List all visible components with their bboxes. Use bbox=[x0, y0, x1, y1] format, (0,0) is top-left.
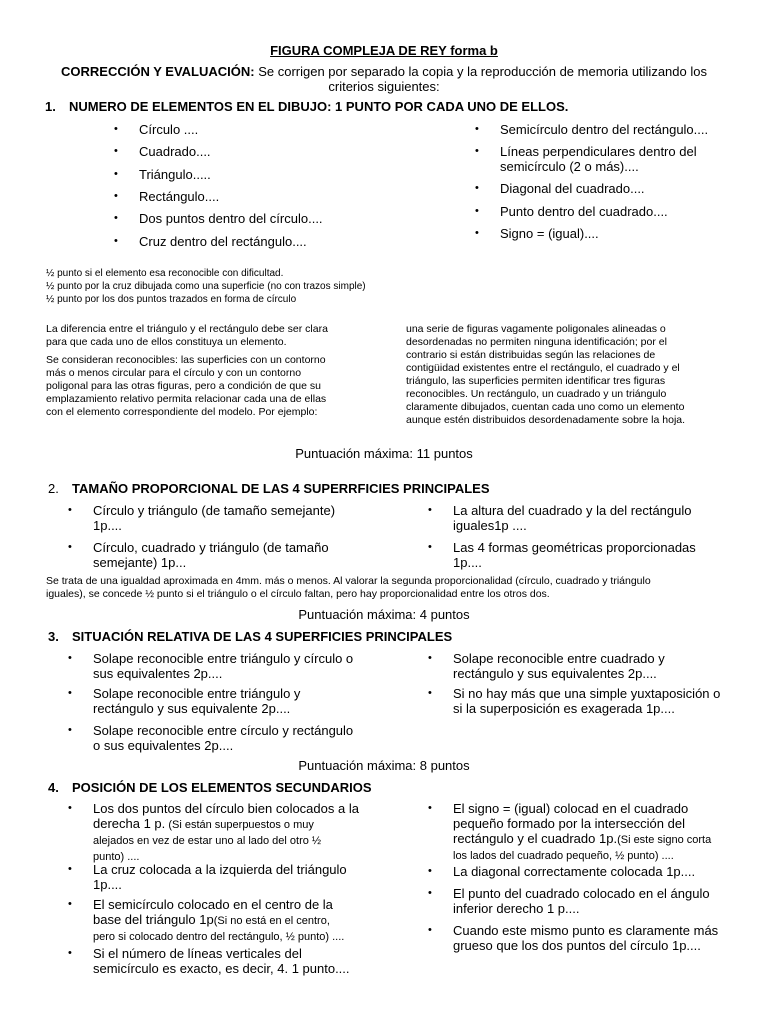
list-item: • Círculo, cuadrado y triángulo (de tamaño semejante) 1p... bbox=[68, 540, 329, 570]
s1-left-paragraphs bbox=[46, 323, 386, 419]
document-title: FIGURA COMPLEJA DE REY forma b bbox=[270, 43, 498, 58]
list-item: • Cruz dentro del rectángulo.... bbox=[114, 234, 307, 249]
list-item-text: La diagonal correctamente colocada 1p.... bbox=[453, 864, 696, 879]
list-item: • Las 4 formas geométricas proporcionadas 1p.... bbox=[428, 540, 696, 570]
section-title: SITUACIÓN RELATIVA DE LAS 4 SUPERFICIES PRINCIPALES bbox=[72, 629, 453, 644]
list-item: • Diagonal del cuadrado.... bbox=[475, 181, 645, 196]
s4-right-list bbox=[428, 801, 743, 961]
list-item: • La diagonal correctamente colocada 1p.... bbox=[428, 864, 696, 879]
list-item-text: Si el número de líneas verticales del bbox=[93, 946, 302, 961]
note-line: iguales), se concede ½ punto si el triángulo o el círculo faltan, pero hay proporcionalidad entre los otros dos. bbox=[46, 588, 550, 600]
note-line: ½ punto por la cruz dibujada como una superficie (no con trazos simple) bbox=[46, 281, 366, 292]
list-item-text: Los dos puntos del círculo bien colocados a la bbox=[93, 801, 359, 816]
paragraph-line: con el elemento correspondiente del modelo. Por ejemplo: bbox=[46, 406, 318, 418]
list-item: • Signo = (igual).... bbox=[475, 226, 599, 241]
paragraph-line: poligonal para las otras figuras, pero a condición de que su bbox=[46, 380, 321, 392]
list-item-text: Cruz dentro del rectángulo.... bbox=[139, 234, 307, 249]
section-title: TAMAÑO PROPORCIONAL DE LAS 4 SUPERRFICIES PRINCIPALES bbox=[72, 481, 490, 496]
intro-text-2: criterios siguientes: bbox=[328, 79, 440, 94]
list-item: • Círculo y triángulo (de tamaño semejante) 1p.... bbox=[68, 503, 336, 533]
list-item: • Los dos puntos del círculo bien colocados a la derecha 1 p. (Si están superpuestos o muy alejados en vez de estar uno al lado del otro ½ punto) .... bbox=[68, 801, 359, 863]
s1-left-list bbox=[114, 122, 439, 252]
list-item-continuation bbox=[500, 159, 639, 174]
list-item: • La cruz colocada a la izquierda del triángulo 1p.... bbox=[68, 862, 347, 892]
section-number: 2. bbox=[48, 481, 59, 496]
paragraph-line: una serie de figuras vagamente poligonales alineadas o bbox=[406, 323, 666, 335]
list-item: • Círculo .... bbox=[114, 122, 199, 137]
list-item-note: los lados del cuadrado pequeño, ½ punto) .... bbox=[453, 850, 674, 862]
list-item-note: (Si están superpuestos o muy bbox=[165, 819, 314, 831]
list-item: • Cuadrado.... bbox=[114, 144, 211, 159]
list-item-text: pequeño formado por la intersección del bbox=[453, 816, 685, 831]
list-item: • El semicírculo colocado en el centro de la base del triángulo 1p(Si no está en el centro, pero si colocado dentro del rectángulo, ½ punto) .... bbox=[68, 897, 345, 943]
list-item: • Solape reconocible entre cuadrado y rectángulo y sus equivalentes 2p.... bbox=[428, 651, 665, 681]
section-2-heading bbox=[48, 481, 490, 496]
list-item: • Cuando este mismo punto es claramente más grueso que los dos puntos del círculo 1p.... bbox=[428, 923, 719, 953]
list-item-text: Círculo .... bbox=[139, 122, 199, 137]
paragraph-line: desordenadas no permiten ninguna identificación; por el bbox=[406, 336, 667, 348]
s1-right-paragraph bbox=[406, 323, 736, 427]
list-item-text: El signo = (igual) colocad en el cuadrado bbox=[453, 801, 689, 816]
paragraph-line: Se consideran reconocibles: las superficies con un contorno bbox=[46, 354, 326, 366]
list-item-text: La altura del cuadrado y la del rectángulo bbox=[453, 503, 692, 518]
list-item-note: (Si no está en el centro, bbox=[213, 915, 330, 927]
s3-left-list bbox=[68, 651, 393, 756]
note-line: ½ punto si el elemento esa reconocible con dificultad. bbox=[46, 268, 284, 279]
paragraph-line: emplazamiento relativo permita relacionar cada una de ellas bbox=[46, 393, 327, 405]
list-item: • Semicírculo dentro del rectángulo.... bbox=[475, 122, 709, 137]
list-item-text: iguales1p .... bbox=[453, 518, 527, 533]
s1-max-score: Puntuación máxima: 11 puntos bbox=[295, 446, 473, 461]
s2-left-list bbox=[68, 503, 393, 573]
paragraph-line: reconocibles. Un rectángulo, un cuadrado y un triángulo bbox=[406, 388, 667, 400]
section-3-heading bbox=[48, 629, 452, 644]
list-item-text: semicírculo (2 o más).... bbox=[500, 159, 639, 174]
list-item-note: alejados en vez de estar uno al lado del otro ½ bbox=[93, 835, 322, 847]
section-1-heading bbox=[45, 99, 568, 114]
section-title: POSICIÓN DE LOS ELEMENTOS SECUNDARIOS bbox=[72, 780, 372, 795]
s1-notes bbox=[46, 267, 366, 306]
list-item: • Solape reconocible entre círculo y rectángulo o sus equivalentes 2p.... bbox=[68, 723, 354, 753]
intro-paragraph bbox=[50, 64, 718, 94]
note-line: Se trata de una igualdad aproximada en 4mm. más o menos. Al valorar la segunda proporcionalidad (círculo, cuadrado y triángulo bbox=[46, 575, 651, 587]
list-item-text: 1p.... bbox=[93, 877, 122, 892]
list-item-text: base del triángulo 1p bbox=[93, 912, 214, 927]
list-item-text: rectángulo y sus equivalente 2p.... bbox=[93, 701, 291, 716]
list-item: • Dos puntos dentro del círculo.... bbox=[114, 211, 323, 226]
s3-right-list bbox=[428, 651, 743, 721]
s2-note bbox=[46, 575, 736, 601]
list-item-text: sus equivalentes 2p.... bbox=[93, 666, 223, 681]
list-item-text: El semicírculo colocado en el centro de la bbox=[93, 897, 333, 912]
list-item-note: (Si este signo corta bbox=[617, 834, 712, 846]
s1-right-list bbox=[475, 122, 740, 252]
list-item: • El signo = (igual) colocad en el cuadrado pequeño formado por la intersección del rectángulo y el cuadrado 1p.(Si este signo corta los lados del cuadrado pequeño, ½ punto) .... bbox=[428, 801, 712, 862]
list-item: • Solape reconocible entre triángulo y rectángulo y sus equivalente 2p.... bbox=[68, 686, 301, 716]
list-item-text: Semicírculo dentro del rectángulo.... bbox=[500, 122, 709, 137]
list-item: • Rectángulo.... bbox=[114, 189, 220, 204]
list-item: • La altura del cuadrado y la del rectángulo iguales1p .... bbox=[428, 503, 692, 533]
section-number: 3. bbox=[48, 629, 59, 644]
s2-max-score: Puntuación máxima: 4 puntos bbox=[298, 607, 470, 622]
list-item-text: si la superposición es exagerada 1p.... bbox=[453, 701, 675, 716]
list-item-text: Rectángulo.... bbox=[139, 189, 220, 204]
list-item: • Punto dentro del cuadrado.... bbox=[475, 204, 668, 219]
list-item-text: Cuando este mismo punto es claramente más bbox=[453, 923, 719, 938]
list-item-text: Punto dentro del cuadrado.... bbox=[500, 204, 668, 219]
list-item-text: Signo = (igual).... bbox=[500, 226, 599, 241]
paragraph-line: contrario si están distribuidas según las relaciones de bbox=[406, 349, 656, 361]
list-item: • Líneas perpendiculares dentro del bbox=[475, 144, 697, 159]
list-item-text: Las 4 formas geométricas proporcionadas bbox=[453, 540, 696, 555]
list-item-note: punto) .... bbox=[93, 851, 140, 863]
list-item-text: El punto del cuadrado colocado en el ángulo bbox=[453, 886, 710, 901]
list-item-text: o sus equivalentes 2p.... bbox=[93, 738, 234, 753]
list-item-text: Círculo y triángulo (de tamaño semejante) bbox=[93, 503, 336, 518]
list-item: • Si el número de líneas verticales del semicírculo es exacto, es decir, 4. 1 punto.... bbox=[68, 946, 350, 976]
list-item-text: rectángulo y sus equivalentes 2p.... bbox=[453, 666, 657, 681]
list-item: • Triángulo..... bbox=[114, 167, 211, 182]
paragraph-line: La diferencia entre el triángulo y el rectángulo debe ser clara bbox=[46, 323, 328, 335]
list-item-text: La cruz colocada a la izquierda del triángulo bbox=[93, 862, 347, 877]
paragraph-line: para que cada uno de ellos constituya un elemento. bbox=[46, 336, 287, 348]
list-item-note: pero si colocado dentro del rectángulo, ½ punto) .... bbox=[93, 931, 345, 943]
list-item-text: 1p.... bbox=[453, 555, 482, 570]
note-line: ½ punto por los dos puntos trazados en forma de círculo bbox=[46, 294, 297, 305]
paragraph-line: triángulo, las superficies permiten identificar tres figuras bbox=[406, 375, 666, 387]
list-item-text: semejante) 1p... bbox=[93, 555, 187, 570]
s2-right-list bbox=[428, 503, 743, 573]
list-item-text: inferior derecho 1 p.... bbox=[453, 901, 580, 916]
s3-max-score: Puntuación máxima: 8 puntos bbox=[298, 758, 470, 773]
list-item-text: Diagonal del cuadrado.... bbox=[500, 181, 645, 196]
list-item-text: grueso que los dos puntos del círculo 1p.... bbox=[453, 938, 701, 953]
paragraph-line: contigüidad existentes entre el rectángulo, el cuadrado y el bbox=[406, 362, 680, 374]
list-item-text: 1p.... bbox=[93, 518, 122, 533]
list-item-text: semicírculo es exacto, es decir, 4. 1 punto.... bbox=[93, 961, 350, 976]
list-item-text: Si no hay más que una simple yuxtaposición o bbox=[453, 686, 721, 701]
paragraph-line: claramente dibujados, cuentan cada uno como un elemento bbox=[406, 401, 685, 413]
list-item-text: Solape reconocible entre triángulo y círculo o bbox=[93, 651, 354, 666]
list-item-text: rectángulo y el cuadrado 1p. bbox=[453, 831, 618, 846]
section-4-heading bbox=[48, 780, 372, 795]
list-item-text: Círculo, cuadrado y triángulo (de tamaño bbox=[93, 540, 329, 555]
s4-left-list bbox=[68, 801, 393, 981]
section-number: 4. bbox=[48, 780, 59, 795]
list-item-text: Solape reconocible entre cuadrado y bbox=[453, 651, 665, 666]
list-item: • Si no hay más que una simple yuxtaposición o si la superposición es exagerada 1p.... bbox=[428, 686, 721, 716]
paragraph-line: más o menos circular para el círculo y con un contorno bbox=[46, 367, 302, 379]
section-title: NUMERO DE ELEMENTOS EN EL DIBUJO: 1 PUNTO POR CADA UNO DE ELLOS. bbox=[69, 99, 569, 114]
list-item-text: Solape reconocible entre triángulo y bbox=[93, 686, 301, 701]
intro-label: CORRECCIÓN Y EVALUACIÓN: bbox=[61, 64, 255, 79]
section-number: 1. bbox=[45, 99, 56, 114]
list-item: • Solape reconocible entre triángulo y círculo o sus equivalentes 2p.... bbox=[68, 651, 354, 681]
list-item-text: Dos puntos dentro del círculo.... bbox=[139, 211, 323, 226]
list-item-text: Solape reconocible entre círculo y rectángulo bbox=[93, 723, 354, 738]
list-item-text: Triángulo..... bbox=[139, 167, 211, 182]
list-item-text: Líneas perpendiculares dentro del bbox=[500, 144, 697, 159]
list-item-text: derecha 1 p. bbox=[93, 816, 166, 831]
paragraph-line: aunque estén distribuidos desordenadamente sobre la hoja. bbox=[406, 414, 686, 426]
list-item: • El punto del cuadrado colocado en el ángulo inferior derecho 1 p.... bbox=[428, 886, 710, 916]
list-item-text: Cuadrado.... bbox=[139, 144, 211, 159]
intro-text: Se corrigen por separado la copia y la reproducción de memoria utilizando los bbox=[254, 64, 707, 79]
